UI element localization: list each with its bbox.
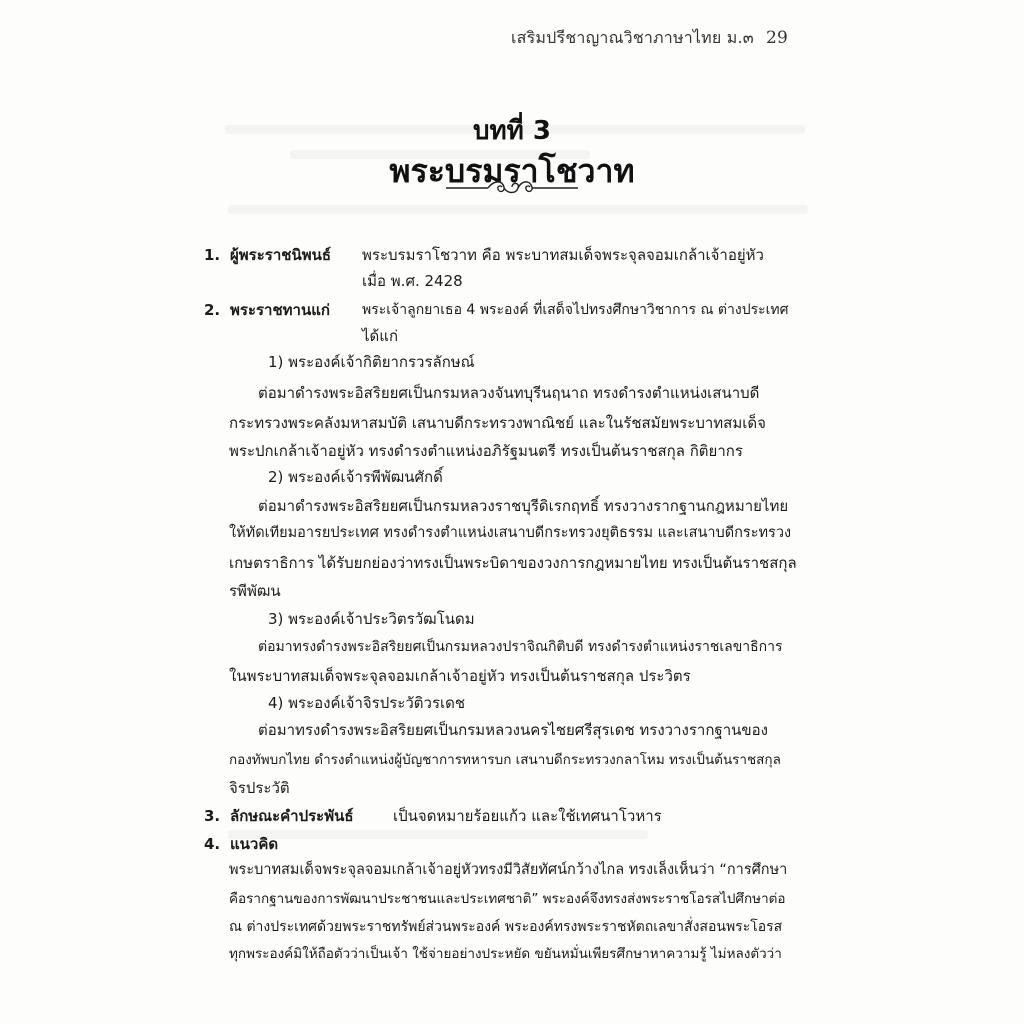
section-number-1: 1.: [204, 246, 221, 264]
running-header: [511, 26, 788, 51]
prince-name: 4) พระองค์เจ้าจิรประวัติวรเดช: [268, 694, 466, 712]
prince-bio-line: จิรประวัติ: [229, 779, 290, 797]
section-number-2: 2.: [204, 301, 221, 319]
prince-bio-line: ต่อมาดำรงพระอิสริยยศเป็นกรมหลวงจันทบุรีนฤนาถ ทรงดำรงตำแหน่งเสนาบดี: [258, 384, 760, 402]
prince-bio-line: พระปกเกล้าเจ้าอยู่หัว ทรงดำรงตำแหน่งอภิรัฐมนตรี ทรงเป็นต้นราชสกุล กิติยากร: [229, 442, 743, 460]
section-label-author: ผู้พระราชนิพนธ์: [230, 246, 332, 264]
given-to-text-line: ได้แก่: [362, 327, 399, 345]
section-label-given-to: พระราชทานแก่: [230, 301, 330, 319]
section-number-4: 4.: [204, 835, 221, 853]
prince-bio-line: กองทัพบกไทย ดำรงตำแหน่งผู้บัญชาการทหารบก เสนาบดีกระทรวงกลาโหม ทรงเป็นต้นราชสกุล: [229, 752, 781, 768]
concept-line: คือรากฐานของการพัฒนาประชาชนและประเทศชาติ” พระองค์จึงทรงส่งพระราชโอรสไปศึกษาต่อ: [229, 891, 786, 907]
section-label-style: ลักษณะคำประพันธ์: [230, 807, 354, 825]
prince-bio-line: ให้ทัดเทียมอารยประเทศ ทรงดำรงตำแหน่งเสนาบดีกระทรวงยุติธรรม และเสนาบดีกระทรวง: [229, 525, 792, 541]
chapter-label: บทที่ 3: [473, 116, 551, 146]
section-label-concept: แนวคิด: [230, 835, 279, 853]
concept-line: พระบาทสมเด็จพระจุลจอมเกล้าเจ้าอยู่หัวทรงมีวิสัยทัศน์กว้างไกล ทรงเล็งเห็นว่า “การศึกษา: [229, 862, 788, 878]
given-to-text-line: พระเจ้าลูกยาเธอ 4 พระองค์ ที่เสด็จไปทรงศึกษาวิชาการ ณ ต่างประเทศ: [362, 302, 789, 318]
prince-bio-line: ในพระบาทสมเด็จพระจุลจอมเกล้าเจ้าอยู่หัว ทรงเป็นต้นราชสกุล ประวิตร: [229, 667, 691, 685]
bleed-through-shadow: [228, 205, 808, 214]
concept-line: ทุกพระองค์มิให้ถือตัวว่าเป็นเจ้า ใช้จ่ายอย่างประหยัด ขยันหมั่นเพียรศึกษาหาความรู้ ไม่หลงตัวว่า: [229, 946, 782, 962]
author-text-line: เมื่อ พ.ศ. 2428: [362, 272, 463, 290]
prince-name: 3) พระองค์เจ้าประวิตรวัฒโนดม: [268, 610, 475, 628]
swirl-ornament-icon: [446, 178, 578, 198]
prince-bio-line: ต่อมาทรงดำรงพระอิสริยยศเป็นกรมหลวงปราจิณกิติบดี ทรงดำรงตำแหน่งราชเลขาธิการ: [258, 639, 783, 655]
author-text-line: พระบรมราโชวาท คือ พระบาทสมเด็จพระจุลจอมเกล้าเจ้าอยู่หัว: [362, 246, 764, 264]
concept-line: ณ ต่างประเทศด้วยพระราชทรัพย์ส่วนพระองค์ พระองค์ทรงพระราชหัตถเลขาสั่งสอนพระโอรส: [229, 919, 783, 935]
chapter-title: พระบรมราโชวาท: [389, 152, 635, 190]
prince-bio-line: รพีพัฒน: [229, 582, 281, 600]
prince-bio-line: เกษตราธิการ ได้รับยกย่องว่าทรงเป็นพระบิดาของวงการกฎหมายไทย ทรงเป็นต้นราชสกุล: [229, 554, 797, 572]
prince-name: 2) พระองค์เจ้ารพีพัฒนศักดิ์: [268, 468, 443, 486]
prince-bio-line: ต่อมาทรงดำรงพระอิสริยยศเป็นกรมหลวงนครไชยศรีสุรเดช ทรงวางรากฐานของ: [258, 721, 768, 739]
bleed-through-shadow: [228, 830, 648, 839]
prince-bio-line: ต่อมาดำรงพระอิสริยยศเป็นกรมหลวงราชบุรีดิเรกฤทธิ์ ทรงวางรากฐานกฎหมายไทย: [258, 497, 789, 515]
book-title: เสริมปรีชาญาณวิชาภาษาไทย ม.๓: [511, 28, 754, 47]
style-text: เป็นจดหมายร้อยแก้ว และใช้เทศนาโวหาร: [393, 807, 662, 825]
prince-bio-line: กระทรวงพระคลังมหาสมบัติ เสนาบดีกระทรวงพาณิชย์ และในรัชสมัยพระบาทสมเด็จ: [229, 414, 766, 432]
prince-name: 1) พระองค์เจ้ากิติยากรวรลักษณ์: [268, 353, 475, 371]
section-number-3: 3.: [204, 807, 221, 825]
page-number: 29: [765, 28, 788, 48]
